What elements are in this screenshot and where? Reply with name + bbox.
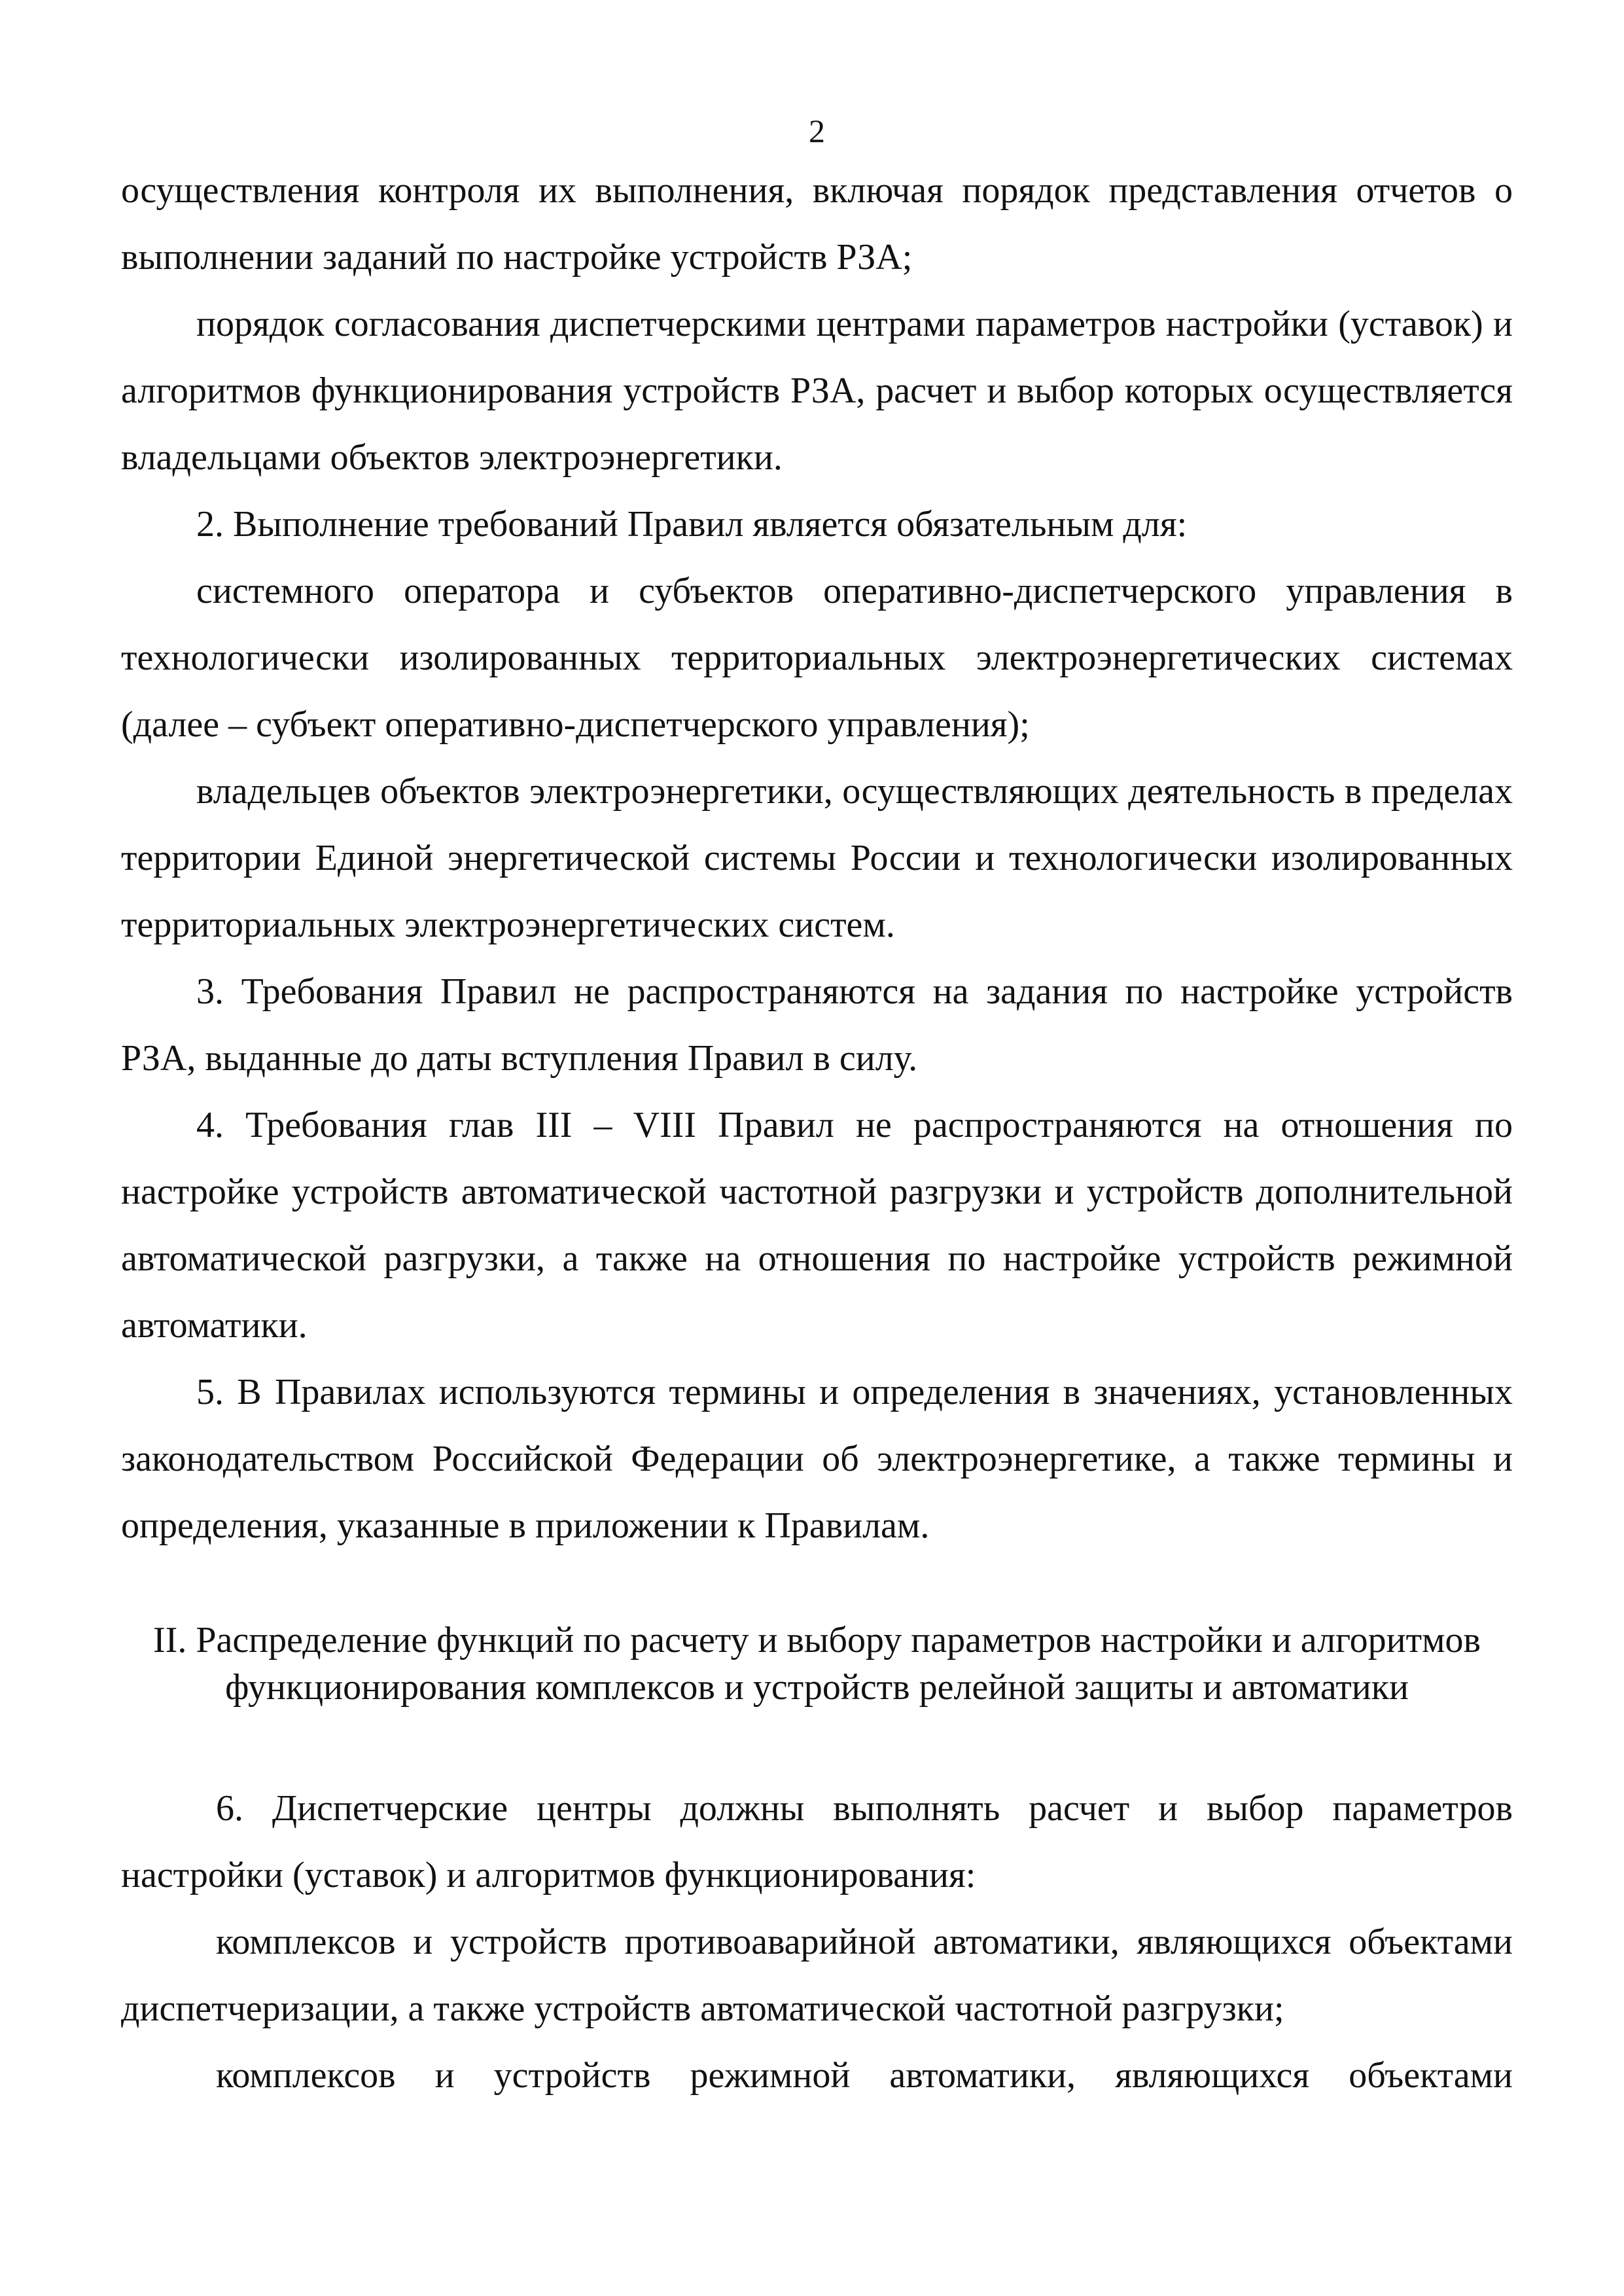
document-body bbox=[121, 157, 1513, 2109]
paragraph-approval-order: порядок согласования диспетчерскими центрами параметров настройки (уставок) и алгоритмов функционирования устройств РЗА, расчет и выбор которых осуществляется владельцами объектов электроэнергетики. bbox=[121, 304, 1513, 478]
paragraph-continuation: осуществления контроля их выполнения, включая порядок представления отчетов о выполнении заданий по настройке устройств РЗА; bbox=[121, 170, 1513, 278]
paragraph-owners: владельцев объектов электроэнергетики, осуществляющих деятельность в пределах территории Единой энергетической системы России и технологически изолированных территориальных электроэнергетических систем. bbox=[121, 771, 1513, 945]
section-heading bbox=[121, 1617, 1513, 1711]
paragraph-item-5: 5. В Правилах используются термины и определения в значениях, установленных законодательством Российской Федерации об электроэнергетике, а также термины и определения, указанные в приложении к Правилам. bbox=[121, 1372, 1513, 1546]
paragraph-mode-automation: комплексов и устройств режимной автоматики, являющихся объектами bbox=[216, 2055, 1513, 2096]
paragraph-item-3: 3. Требования Правил не распространяются на задания по настройке устройств РЗА, выданные до даты вступления Правил в силу. bbox=[121, 971, 1513, 1079]
paragraph-item-2: 2. Выполнение требований Правил является обязательным для: bbox=[196, 504, 1188, 545]
paragraph-item-4: 4. Требования глав III – VIII Правил не распространяются на отношения по настройке устройств автоматической частотной разгрузки и устройств дополнительной автоматической разгрузки, а также на отношения по настройке устройств режимной автоматики. bbox=[121, 1105, 1513, 1346]
page-number: 2 bbox=[809, 113, 825, 149]
paragraph-item-6: 6. Диспетчерские центры должны выполнять расчет и выбор параметров настройки (уставок) и алгоритмов функционирования: bbox=[121, 1788, 1513, 1895]
paragraph-system-operator: системного оператора и субъектов оперативно-диспетчерского управления в технологически изолированных территориальных электроэнергетических системах (далее – субъект оперативно-диспетчерского управления); bbox=[121, 571, 1513, 745]
section-heading-line-1: II. Распределение функций по расчету и выбору параметров настройки и алгоритмов bbox=[153, 1620, 1481, 1660]
paragraph-emergency-automation: комплексов и устройств противоаварийной автоматики, являющихся объектами диспетчеризации, а также устройств автоматической частотной разгрузки; bbox=[121, 1922, 1513, 2029]
section-heading-line-2: функционирования комплексов и устройств релейной защиты и автоматики bbox=[225, 1667, 1409, 1708]
